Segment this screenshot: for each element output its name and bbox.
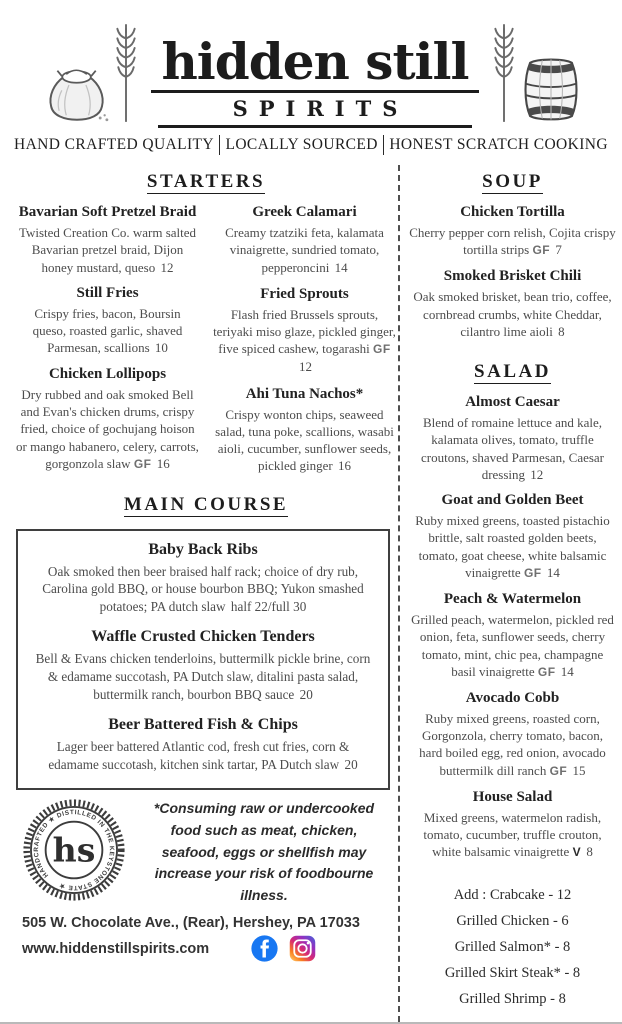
dish-description xyxy=(30,738,376,773)
salad-heading xyxy=(409,357,616,384)
dish-description-text: Ruby mixed greens, roasted corn, Gorgonzola, cherry tomato, bacon, hard boiled egg, red onion, avocado buttermilk dill ranch xyxy=(419,710,606,778)
street-address: 505 W. Chocolate Ave., (Rear), Hershey, PA 17033 xyxy=(22,915,360,932)
dish-description xyxy=(409,710,616,780)
dish-name: House Salad xyxy=(472,788,553,805)
dish-description-text: Mixed greens, watermelon radish, tomato, cucumber, truffle crouton, white balsamic vinaigrette xyxy=(423,809,602,860)
dish-price: 14 xyxy=(546,565,560,581)
menu-item xyxy=(30,716,376,773)
dish-description xyxy=(409,611,616,681)
main-course-box xyxy=(16,529,390,790)
dish-name: Greek Calamari xyxy=(252,204,357,220)
tagline-bar xyxy=(0,128,622,157)
dish-price: 8 xyxy=(558,323,565,339)
dish-description-text: Cherry pepper corn relish, Cojita crispy tortilla strips xyxy=(409,225,616,258)
right-column xyxy=(398,165,622,1022)
menu-item xyxy=(213,286,396,376)
instagram-icon[interactable] xyxy=(289,935,316,962)
dish-price: 20 xyxy=(299,686,313,702)
header xyxy=(0,0,622,128)
dish-price: 15 xyxy=(572,762,586,778)
dish-name: Chicken Lollipops xyxy=(48,365,167,382)
logo-subtitle: SPIRITS xyxy=(158,93,473,128)
dish-name: Chicken Tortilla xyxy=(460,204,565,220)
dish-name: Smoked Brisket Chili xyxy=(443,268,582,285)
tagline-sourced: LOCALLY SOURCED xyxy=(225,136,378,153)
seal-logo xyxy=(22,798,126,907)
gf-badge: GF xyxy=(523,566,542,581)
menu-item xyxy=(16,366,199,473)
dish-description-text: Blend of romaine lettuce and kale, kalamata olives, tomato, truffle croutons, shaved Parmesan, Caesar dressing xyxy=(420,415,605,482)
social-icons xyxy=(251,935,316,962)
dish-description-text: Oak smoked then beer braised half rack; choice of dry rub, Carolina gold BBQ, or house bourbon BBQ; Yukon smashed potatoes; PA dutch slaw xyxy=(42,563,364,614)
dish-price: 14 xyxy=(334,259,348,275)
gf-badge: GF xyxy=(537,664,556,679)
main-course-heading-text: MAIN COURSE xyxy=(123,493,289,515)
menu-item xyxy=(409,492,616,582)
menu-item xyxy=(16,204,199,276)
addon-line: Add : Crabcake - 12 xyxy=(453,887,572,904)
dish-description-text: Ruby mixed greens, toasted pistachio brittle, salt roasted golden beets, tomato, goat cheese, white balsamic vinaigrette xyxy=(415,513,610,581)
dish-price: 7 xyxy=(555,242,562,258)
left-column xyxy=(14,165,398,1022)
dish-description xyxy=(409,224,616,259)
salad-addons xyxy=(409,882,616,1012)
dish-description xyxy=(409,512,616,582)
dish-description-text: Lager beer battered Atlantic cod, fresh cut fries, corn & edamame succotash, kitchen sink tartar, PA Dutch slaw xyxy=(48,739,350,772)
soup-heading xyxy=(409,167,616,194)
menu-item xyxy=(409,204,616,259)
dish-name: Ahi Tuna Nachos* xyxy=(245,385,364,402)
dish-description-text: Oak smoked brisket, bean trio, coffee, cornbread crumbs, white Cheddar, cilantro lime aioli xyxy=(413,289,612,339)
gf-badge: GF xyxy=(549,763,568,778)
dish-price: 16 xyxy=(337,458,351,474)
dish-name: Bavarian Soft Pretzel Braid xyxy=(18,204,197,220)
menu-item xyxy=(30,541,376,616)
tagline-quality: HAND CRAFTED QUALITY xyxy=(14,136,215,153)
dish-description xyxy=(213,224,396,276)
salad-heading-text: SALAD xyxy=(474,361,551,383)
dish-price: 10 xyxy=(154,340,168,356)
dish-description-text: Crispy wonton chips, seaweed salad, tuna poke, scallions, wasabi aioli, cucumber, sunflower seeds, pickled ginger xyxy=(215,406,394,474)
barrel-icon xyxy=(520,55,582,128)
dish-description xyxy=(409,809,616,862)
main-course-heading xyxy=(14,490,398,517)
gf-badge: GF xyxy=(133,456,152,471)
menu-item xyxy=(409,690,616,780)
flour-sack-icon xyxy=(44,63,110,128)
starters-heading xyxy=(14,167,398,194)
seal-monogram: hs xyxy=(52,830,96,870)
menu-item xyxy=(16,285,199,357)
dish-price: 12 xyxy=(160,259,174,275)
dish-name: Peach & Watermelon xyxy=(443,591,582,607)
dish-description-text: Creamy tzatziki feta, kalamata vinaigrette, sundried tomato, pepperoncini xyxy=(225,225,384,275)
dish-description xyxy=(16,305,199,357)
menu-item xyxy=(409,394,616,483)
dish-price: 16 xyxy=(156,455,170,471)
menu-item xyxy=(30,628,376,703)
menu-content xyxy=(0,165,622,1022)
dish-description-text: Grilled peach, watermelon, pickled red onion, feta, sunflower seeds, cherry tomato, mint, chic pea, champagne basil vinaigrette xyxy=(411,612,614,679)
dish-name: Goat and Golden Beet xyxy=(441,492,584,509)
dish-name: Fried Sprouts xyxy=(260,285,349,302)
menu-item xyxy=(409,591,616,681)
starters-grid xyxy=(14,204,398,484)
dish-description xyxy=(213,306,396,376)
header-left-icons xyxy=(44,23,139,128)
dish-name: Almost Caesar xyxy=(465,394,560,411)
facebook-icon[interactable] xyxy=(251,935,278,962)
dish-description xyxy=(30,650,376,703)
header-right-icons xyxy=(491,23,582,128)
dish-price: 14 xyxy=(560,663,574,679)
starters-heading-text: STARTERS xyxy=(146,171,266,192)
dish-price: 20 xyxy=(344,756,358,772)
dish-price: 12 xyxy=(530,466,544,482)
dish-price: 8 xyxy=(586,844,593,860)
addon-line: Grilled Skirt Steak* - 8 xyxy=(444,965,581,982)
menu-item xyxy=(213,204,396,276)
dish-description xyxy=(409,288,616,340)
gf-badge: GF xyxy=(373,342,391,357)
gf-badge: GF xyxy=(532,243,551,258)
footer xyxy=(14,798,398,907)
consumer-advisory: *Consuming raw or undercooked food such as meat, chicken, seafood, eggs or shellfish may increase your risk of foodbourne illness. xyxy=(153,800,375,904)
wheat-icon xyxy=(491,23,517,128)
web-row xyxy=(14,935,398,962)
dish-description-text: Bell & Evans chicken tenderloins, buttermilk pickle brine, corn & edamame succotash, PA Dutch slaw, ditalini pasta salad, buttermilk ranch, bourbon BBQ sauce xyxy=(35,651,371,702)
dish-name: Beer Battered Fish & Chips xyxy=(108,716,298,734)
starters-subcolumn-right xyxy=(213,204,396,484)
addon-line: Grilled Salmon* - 8 xyxy=(454,939,571,956)
addon-line: Grilled Chicken - 6 xyxy=(456,913,569,930)
starters-subcolumn-left xyxy=(16,204,199,484)
brand-logo xyxy=(151,32,479,128)
menu-item xyxy=(409,268,616,340)
menu-item xyxy=(213,386,396,475)
dish-name: Still Fries xyxy=(76,284,139,301)
dish-price: 12 xyxy=(299,359,312,375)
tagline-cooking: HONEST SCRATCH COOKING xyxy=(389,136,608,153)
dish-name: Waffle Crusted Chicken Tenders xyxy=(91,628,315,646)
seal-ring-text: HANDCRAFTED ★ DISTILLED IN THE KEYSTONE STATE ★ xyxy=(33,809,115,892)
dish-description xyxy=(16,386,199,473)
menu-item xyxy=(409,789,616,862)
logo-wordmark: hidden still xyxy=(151,36,479,93)
dish-name: Avocado Cobb xyxy=(465,689,560,706)
dish-description-text: Flash fried Brussels sprouts, teriyaki miso glaze, pickled ginger, five spiced cashew, togarashi xyxy=(213,306,396,357)
dish-name: Baby Back Ribs xyxy=(148,540,258,558)
wheat-icon xyxy=(113,23,139,128)
dish-description xyxy=(213,406,396,475)
dish-description xyxy=(16,224,199,276)
dish-description xyxy=(409,414,616,483)
addon-line: Grilled Shrimp - 8 xyxy=(459,991,566,1008)
dish-description-text: Twisted Creation Co. warm salted Bavarian pretzel braid, Dijon honey mustard, queso xyxy=(18,225,197,275)
tagline-divider xyxy=(219,135,220,155)
dish-description xyxy=(30,563,376,616)
dish-description-text: Crispy fries, bacon, Boursin queso, roasted garlic, shaved Parmesan, scallions xyxy=(32,305,183,356)
dish-price: half 22/full 30 xyxy=(230,598,307,614)
dish-description-text: Dry rubbed and oak smoked Bell and Evan's chicken drums, crispy fried, choice of gochujang hoison or mango habanero, celery, carrots, gorgonzola slaw xyxy=(16,386,199,471)
soup-heading-text: SOUP xyxy=(482,171,543,192)
tagline-divider xyxy=(383,135,384,155)
website-link[interactable]: www.hiddenstillspirits.com xyxy=(22,940,210,957)
vegetarian-badge: V xyxy=(572,845,582,860)
